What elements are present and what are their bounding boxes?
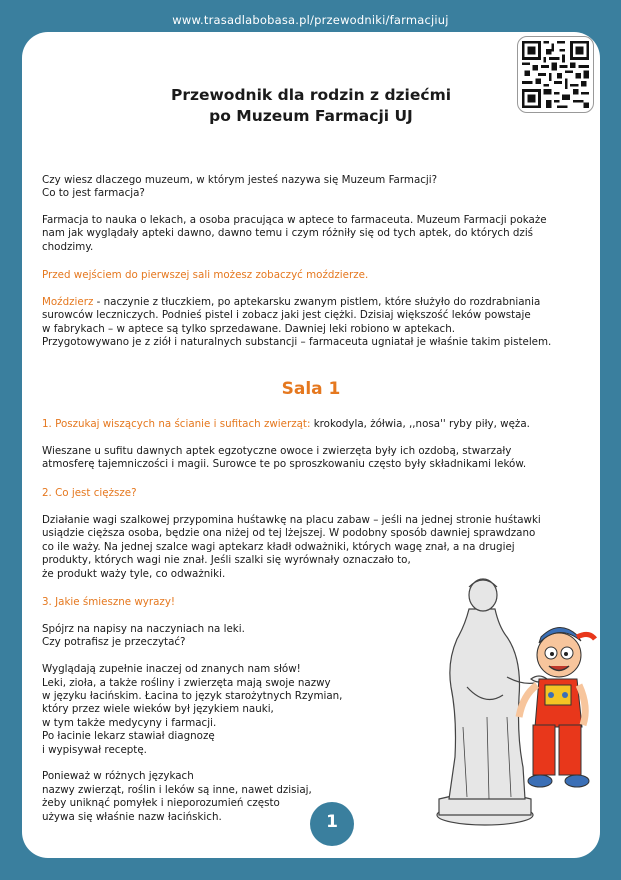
- explanation-line: że produkt waży tyle, co odważniki.: [42, 567, 226, 580]
- task-3-text: [42, 623, 402, 824]
- task-3-label: 3. Jakie śmieszne wyrazy!: [42, 596, 176, 608]
- title-line-2: po Muzeum Farmacji UJ: [209, 107, 413, 125]
- task-3-line: Ponieważ w różnych językach: [42, 770, 194, 783]
- mortar-term: Moździerz: [42, 296, 94, 308]
- definition-line: Farmacja to nauka o lekach, a osoba pracująca w aptece to farmaceuta. Muzeum Farmacji pokaże: [42, 214, 547, 226]
- task-3-line: w tym także medycyny i farmacji.: [42, 716, 217, 729]
- task-1-explanation: [42, 445, 600, 472]
- boy-character: [519, 627, 595, 787]
- task-3-line: używa się właśnie nazw łacińskich.: [42, 810, 222, 823]
- task-3-line: i wypisywał receptę.: [42, 743, 147, 756]
- task-3-line: [42, 757, 402, 770]
- statue-and-boy-illustration: [427, 567, 597, 827]
- task-3-line: żeby uniknąć pomyłek i nieporozumień często: [42, 797, 280, 810]
- task-3-line: Po łacinie lekarz stawiał diagnozę: [42, 730, 215, 743]
- task-2-label: 2. Co jest cięższe?: [42, 487, 137, 499]
- task-3-line: który przez wiele wieków był językiem nauki,: [42, 703, 274, 716]
- statue-illustration: [437, 579, 547, 825]
- task-3-line: w języku łacińskim. Łacina to język starożytnych Rzymian,: [42, 690, 343, 703]
- task-3-line: [42, 650, 402, 663]
- task-3-line: Leki, zioła, a także rośliny i zwierzęta mają swoje nazwy: [42, 676, 331, 689]
- mortar-paragraph: [42, 296, 600, 350]
- task-3-line: Czy potrafisz je przeczytać?: [42, 636, 186, 649]
- task-1-animals: krokodyla, żółwia, ,,nosa'' ryby piły, węża.: [310, 418, 530, 430]
- explanation-line: co ile waży. Na jednej szalce wagi aptekarz kładł odważniki, których wagę znał, a na drugiej: [42, 540, 515, 553]
- mortar-line: surowców leczniczych. Podnieś pistel i zobacz jaki jest ciężki. Dzisiaj większość leków powstaje: [42, 309, 531, 322]
- guide-page: [22, 32, 600, 858]
- mortar-line: Przygotowywano je z ziół i naturalnych substancji – farmaceuta ugniatał je właśnie takim pistelem.: [42, 336, 552, 349]
- mortar-line: w fabrykach – w aptece są tylko sprzedawane. Dawniej leki robiono w aptekach.: [42, 322, 455, 335]
- page-title: [22, 85, 600, 127]
- task-1-label: 1. Poszukaj wiszących na ścianie i sufitach zwierząt:: [42, 418, 311, 430]
- task-1: [42, 418, 600, 431]
- definition-line: chodzimy.: [42, 240, 94, 253]
- task-3-line: Wyglądają zupełnie inaczej od znanych nam słów!: [42, 663, 301, 676]
- task-3-line: Spójrz na napisy na naczyniach na leki.: [42, 623, 245, 635]
- mortar-hint: Przed wejściem do pierwszej sali możesz zobaczyć moździerze.: [42, 269, 369, 281]
- explanation-line: usiądzie cięższa osoba, będzie ona niżej od tej lżejszej. W podobny sposób dawniej sprawdzano: [42, 527, 536, 540]
- title-line-1: Przewodnik dla rodzin z dziećmi: [170, 86, 452, 104]
- header-url: www.trasadlabobasa.pl/przewodniki/farmacjiuj: [172, 13, 449, 27]
- intro-question-1: Czy wiesz dlaczego muzeum, w którym jesteś nazywa się Muzeum Farmacji?: [42, 174, 438, 186]
- intro-questions: [42, 174, 600, 201]
- explanation-line: produkty, których wagi nie znał. Jeśli szalki się wyrównały oznaczało to,: [42, 554, 411, 567]
- explanation-line: Wieszane u sufitu dawnych aptek egzotyczne owoce i zwierzęta były ich ozdobą, stwarzały: [42, 445, 512, 457]
- task-3-line: nazwy zwierząt, roślin i leków są inne, nawet dzisiaj,: [42, 783, 312, 796]
- page-number: 1: [310, 802, 354, 846]
- section-heading-sala-1: Sala 1: [281, 379, 341, 399]
- intro-question-2: Co to jest farmacja?: [42, 187, 145, 200]
- definition-line: nam jak wyglądały apteki dawno, dawno temu i czym różniły się od tych aptek, do których dziś: [42, 227, 534, 240]
- explanation-line: atmosferę tajemniczości i magii. Surowce te po sproszkowaniu często były składnikami leków.: [42, 458, 527, 471]
- mortar-line: - naczynie z tłuczkiem, po aptekarsku zwanym pistlem, które służyło do rozdrabniania: [93, 296, 541, 308]
- pharmacy-definition: [42, 214, 600, 254]
- explanation-line: Działanie wagi szalkowej przypomina huśtawkę na placu zabaw – jeśli na jednej stronie huśtawki: [42, 514, 541, 526]
